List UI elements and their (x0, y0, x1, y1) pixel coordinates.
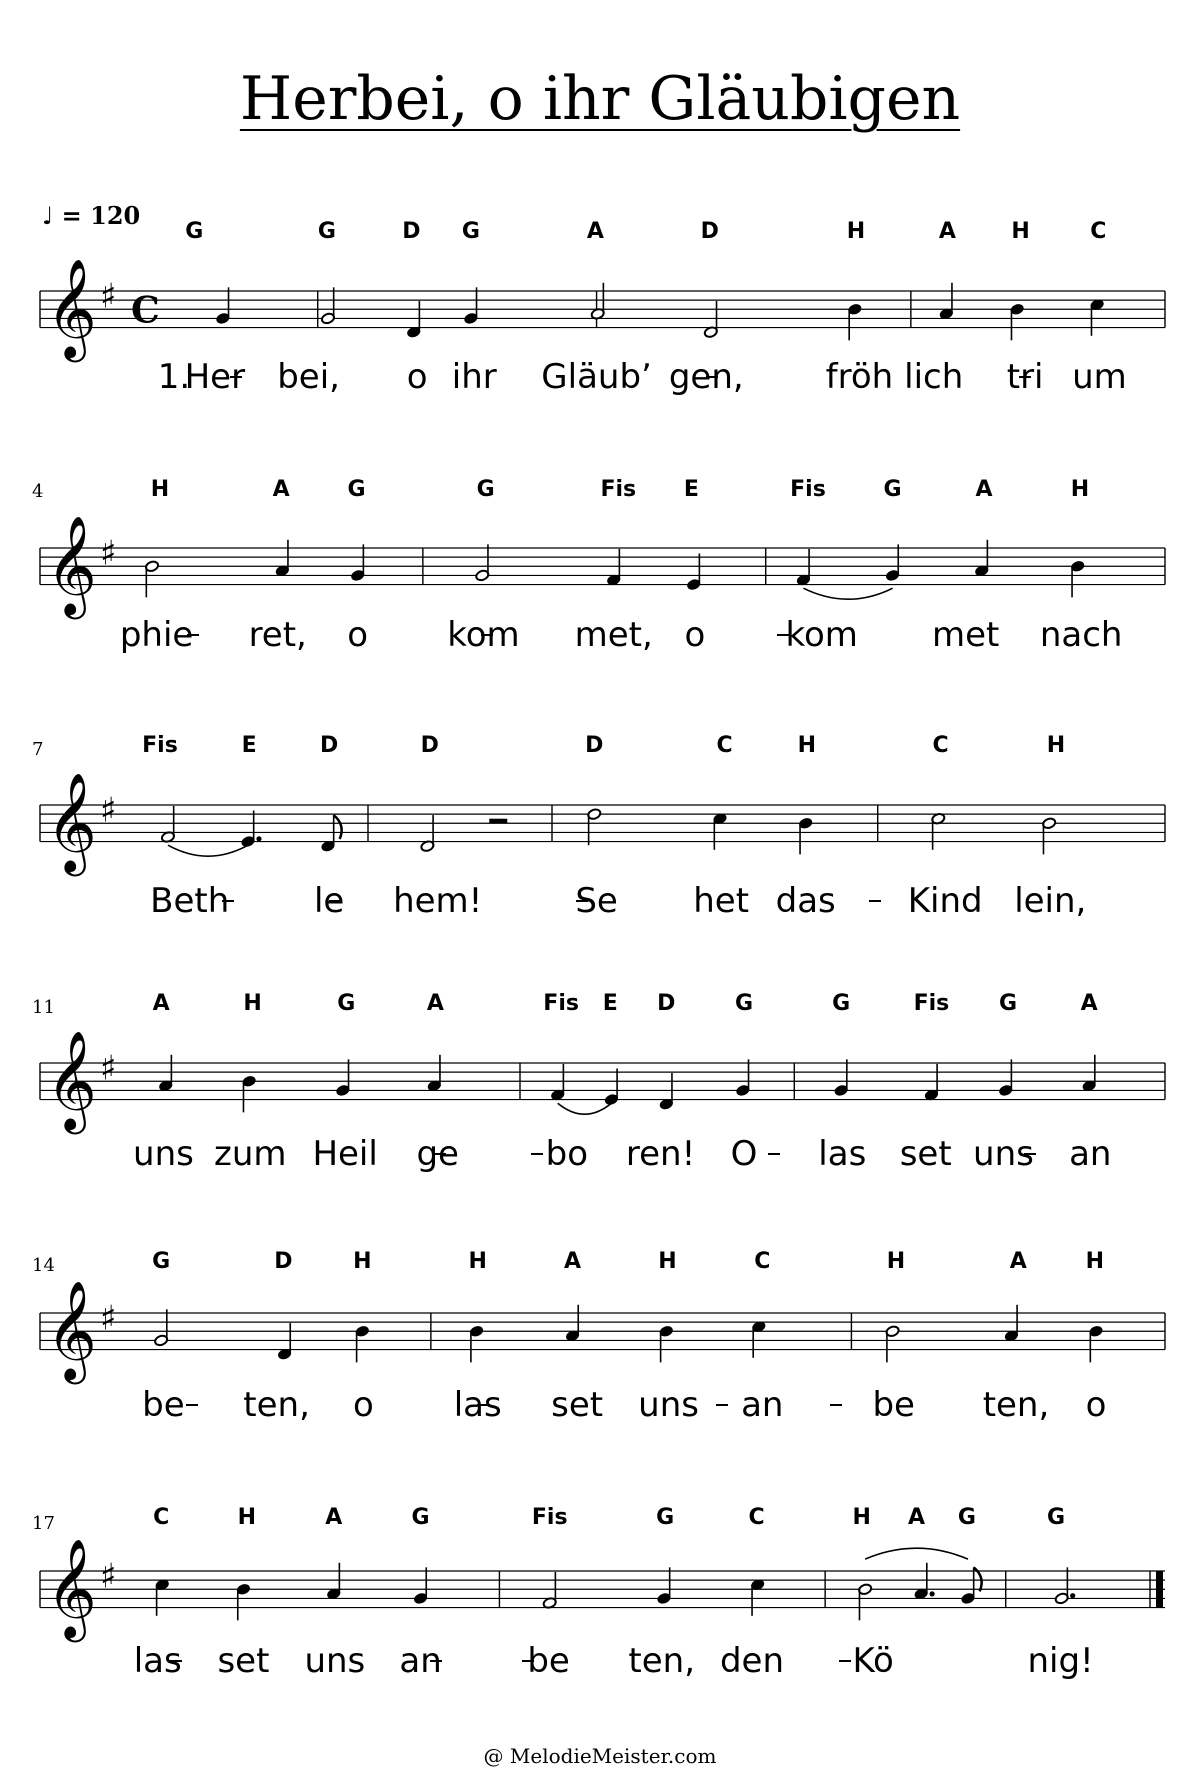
chord-symbol: Fis (531, 1505, 568, 1530)
lyric-syllable: gen, (668, 357, 744, 397)
chord-symbol: C (716, 733, 733, 758)
sharp-icon: ♯ (100, 1556, 117, 1597)
staff-system (40, 773, 1165, 877)
chord-symbol: A (1009, 1249, 1027, 1274)
lyric-syllable: hem! (393, 881, 483, 921)
chord-symbol: H (658, 1249, 677, 1274)
slur (558, 1103, 612, 1114)
chord-symbol: D (420, 733, 439, 758)
lyric-syllable: set (899, 1134, 952, 1174)
chord-symbol: H (468, 1249, 487, 1274)
chord-symbol: G (461, 219, 480, 244)
chord-symbol: D (657, 991, 676, 1016)
lyric-syllable: las (453, 1385, 502, 1425)
song-title: Herbei, o ihr Gläubigen (239, 64, 961, 134)
lyric-syllable: 1. (157, 357, 191, 397)
lyric-syllable: an (1069, 1134, 1112, 1174)
chord-symbol: C (932, 733, 949, 758)
lyric-syllable: het (693, 881, 750, 921)
lyric-syllable: nig! (1027, 1641, 1094, 1681)
lyric-syllable: ge (416, 1134, 459, 1174)
measure-number: 17 (32, 1513, 55, 1534)
treble-clef-icon: 𝄞 (46, 515, 97, 616)
lyric-syllable: ret, (248, 615, 307, 655)
chord-symbol: H (353, 1249, 372, 1274)
lyric-syllable: ren! (625, 1134, 696, 1174)
chord-symbol: G (734, 991, 754, 1016)
footer-credit: @ MelodieMeister.com (483, 1744, 717, 1768)
lyric-syllable: set (551, 1385, 604, 1425)
chord-symbol: Fis (790, 477, 826, 502)
staff-system (40, 1281, 1165, 1385)
lyric-syllable: den (719, 1641, 785, 1681)
lyric-syllable: Se (575, 881, 618, 921)
chord-symbol: E (602, 991, 618, 1016)
measure-number: 7 (32, 739, 44, 760)
chord-symbol: Fis (142, 733, 178, 758)
slur (865, 1548, 968, 1559)
staff-system (40, 1539, 1165, 1643)
sharp-icon: ♯ (100, 276, 117, 317)
lyric-syllable: o (353, 1385, 374, 1425)
lyric-syllable: le (313, 881, 345, 921)
chord-symbol: D (320, 733, 339, 758)
chord-symbol: G (337, 991, 356, 1016)
lyric-syllable: las (133, 1641, 182, 1681)
chord-symbol: H (150, 477, 170, 502)
half-rest (489, 819, 507, 824)
final-barline (1156, 1571, 1163, 1608)
lyric-syllable: be (872, 1385, 915, 1425)
sharp-icon: ♯ (100, 1048, 117, 1089)
lyric-syllable: um (1072, 357, 1127, 397)
lyric-syllable: las (818, 1134, 867, 1174)
lyric-syllable: Kö (852, 1641, 894, 1681)
chord-symbol: H (1085, 1249, 1105, 1274)
lyric-syllable: met, (574, 615, 653, 655)
chord-symbol: H (846, 219, 866, 244)
chord-symbol: H (886, 1249, 906, 1274)
lyric-syllable: an (399, 1641, 442, 1681)
lyric-syllable: Kind (907, 881, 983, 921)
chord-symbol: H (1046, 733, 1066, 758)
chord-symbol: G (476, 477, 495, 502)
lyric-syllable: an (741, 1385, 784, 1425)
sharp-icon: ♯ (100, 790, 117, 831)
chord-symbol: C (754, 1249, 771, 1274)
lyric-syllable: met (932, 615, 1000, 655)
chord-symbol: C (748, 1505, 765, 1530)
chord-symbol: G (347, 477, 366, 502)
staff-system (40, 259, 1165, 363)
chord-symbol: H (1011, 219, 1030, 244)
chord-symbol: H (797, 733, 817, 758)
slur (168, 845, 248, 856)
sharp-icon: ♯ (100, 1298, 117, 1339)
lyric-syllable: ten, (243, 1385, 310, 1425)
lyric-syllable: bo (545, 1134, 589, 1174)
chord-symbol: H (243, 991, 262, 1016)
lyric-syllable: be (142, 1385, 185, 1425)
chord-symbol: Fis (543, 991, 579, 1016)
lyric-syllable: lein, (1014, 881, 1087, 921)
lyric-syllable: o (684, 615, 706, 655)
chord-symbol: Fis (913, 991, 950, 1016)
lyric-syllable: uns (973, 1134, 1034, 1174)
chord-symbol: D (585, 733, 604, 758)
staff-system (40, 1031, 1165, 1135)
lyric-syllable: be (527, 1641, 570, 1681)
chord-symbol: A (975, 477, 993, 502)
chord-symbol: A (325, 1505, 343, 1530)
note-dot (930, 1591, 935, 1596)
lyric-syllable: o (1085, 1385, 1107, 1425)
lyric-syllable: Gläub’ (541, 357, 652, 397)
treble-clef-icon: 𝄞 (46, 258, 97, 359)
lyric-syllable: nach (1039, 615, 1123, 655)
lyric-syllable: lich (904, 357, 964, 397)
measure-number: 4 (32, 481, 44, 502)
chord-symbol: H (852, 1505, 871, 1530)
lyric-syllable: uns (133, 1134, 194, 1174)
lyric-syllable: phie (119, 615, 194, 655)
chord-symbol: A (272, 477, 290, 502)
staff-system (40, 516, 1165, 620)
chord-symbol: D (700, 219, 719, 244)
chord-symbol: G (998, 991, 1018, 1016)
measure-number: 11 (32, 997, 55, 1018)
chord-symbol: G (957, 1505, 976, 1530)
chord-symbol: A (426, 991, 444, 1016)
chord-symbol: E (241, 733, 257, 758)
chord-symbol: G (317, 219, 336, 244)
chord-symbol: G (1046, 1505, 1066, 1530)
lyric-syllable: kom (447, 615, 520, 655)
chord-symbol: C (153, 1505, 170, 1530)
lyric-syllable: das (775, 881, 836, 921)
lyric-syllable: O (730, 1134, 758, 1174)
chord-symbol: Fis (600, 477, 637, 502)
lyric-syllable: kom (785, 615, 858, 655)
chord-symbol: D (274, 1249, 293, 1274)
chord-symbol: G (883, 477, 902, 502)
chord-symbol: H (237, 1505, 257, 1530)
slur (803, 588, 892, 599)
lyric-syllable: ten, (982, 1385, 1050, 1425)
chord-symbol: G (185, 219, 204, 244)
common-time-label: C (131, 289, 160, 332)
chord-symbol: C (1090, 219, 1107, 244)
chord-symbol: A (152, 991, 170, 1016)
lyric-syllable: Her (184, 357, 246, 397)
chord-symbol: G (832, 991, 851, 1016)
lyric-syllable: ihr (451, 357, 497, 397)
sharp-icon: ♯ (100, 533, 117, 574)
chord-symbol: A (564, 1249, 582, 1274)
measure-number: 14 (32, 1255, 55, 1276)
tempo-marking: ♩ = 120 (42, 201, 141, 230)
lyric-syllable: o (347, 615, 369, 655)
treble-clef-icon: 𝄞 (46, 772, 97, 873)
lyric-syllable: fröh (825, 357, 894, 397)
note-dot (256, 836, 261, 841)
lyric-syllable: set (217, 1641, 270, 1681)
chord-symbol: A (938, 219, 956, 244)
chord-symbol: G (152, 1249, 171, 1274)
chord-symbol: A (908, 1505, 926, 1530)
chord-symbol: G (411, 1505, 430, 1530)
treble-clef-icon: 𝄞 (46, 1030, 97, 1131)
lyric-syllable: uns (638, 1385, 699, 1425)
chord-symbol: G (656, 1505, 675, 1530)
chord-symbol: A (1080, 991, 1098, 1016)
lyric-syllable: Beth (150, 881, 230, 921)
chord-symbol: E (683, 477, 699, 502)
lyric-syllable: bei, (277, 357, 340, 397)
chord-symbol: H (1070, 477, 1090, 502)
note-flag (334, 815, 342, 839)
treble-clef-icon: 𝄞 (46, 1280, 97, 1381)
lyric-syllable: uns (304, 1641, 366, 1681)
chord-symbol: A (586, 219, 604, 244)
chord-symbol: D (402, 219, 421, 244)
lyric-syllable: Heil (312, 1134, 378, 1174)
treble-clef-icon: 𝄞 (46, 1538, 97, 1639)
lyric-syllable: ten, (628, 1641, 696, 1681)
lyric-syllable: zum (214, 1134, 287, 1174)
note-dot (1070, 1593, 1075, 1598)
lyric-syllable: o (406, 357, 428, 397)
lyric-syllable: tri (1006, 357, 1044, 397)
